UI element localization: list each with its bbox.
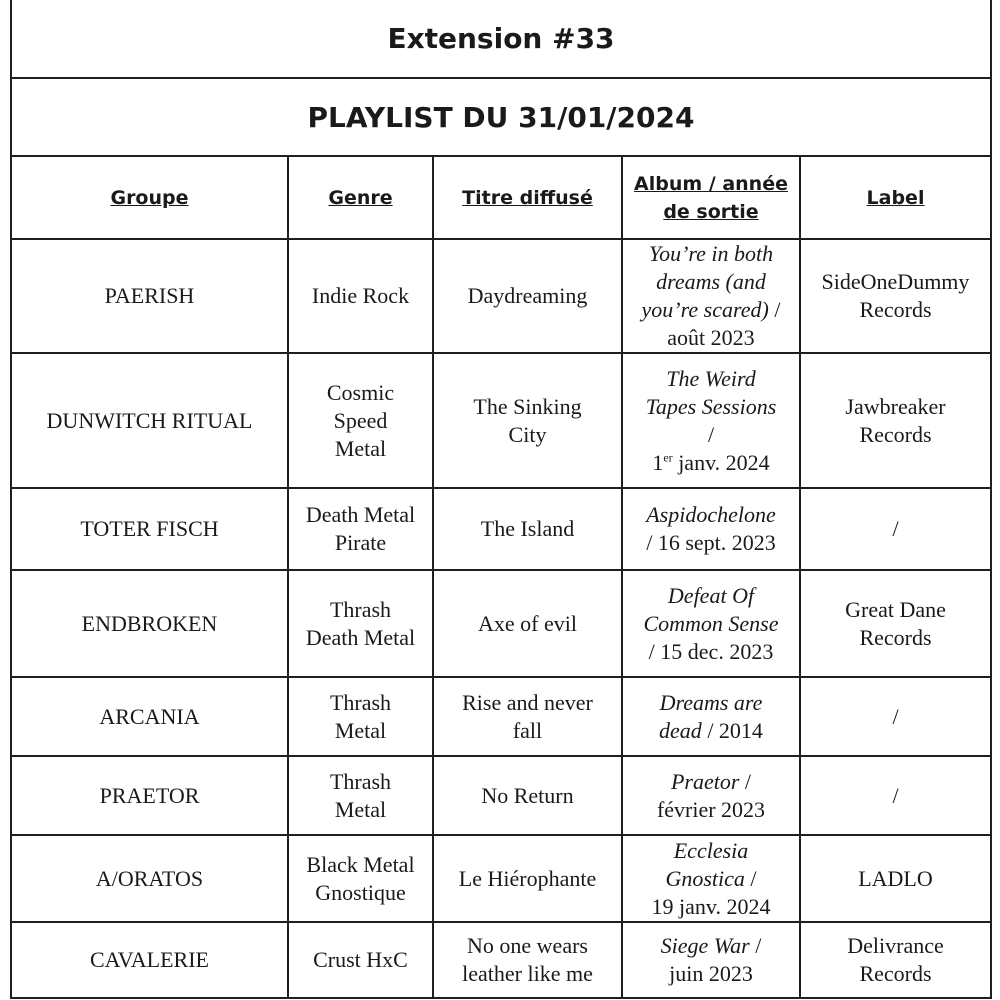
- album-title: you’re scared): [641, 297, 769, 322]
- document-title: Extension #33: [11, 0, 991, 78]
- album-release-date: février 2023: [656, 796, 766, 822]
- album-title: dead: [659, 717, 702, 743]
- track-cell: [433, 239, 622, 353]
- album-line: [627, 610, 795, 638]
- track-line: The Island: [480, 516, 575, 541]
- genre-line: Gnostique: [315, 879, 406, 905]
- album-cell: [622, 570, 800, 677]
- album-line: [627, 365, 795, 393]
- track-line: fall: [512, 717, 543, 743]
- album-separator: /: [739, 768, 752, 794]
- album-line: [627, 932, 795, 960]
- label-line: SideOneDummy: [821, 269, 970, 294]
- album-release-date: [627, 449, 795, 477]
- album-line: [627, 501, 795, 529]
- album-line: [627, 717, 795, 745]
- track-cell: [433, 835, 622, 922]
- label-line: Records: [859, 421, 932, 447]
- label-line: /: [892, 782, 899, 808]
- label-line: LADLO: [858, 865, 933, 891]
- table-row: [11, 353, 991, 488]
- label-cell: [800, 570, 991, 677]
- ordinal-suffix: er: [663, 450, 673, 465]
- album-title: dreams (and: [656, 269, 766, 294]
- group-cell: A/ORATOS: [11, 835, 288, 922]
- date-rest: janv. 2024: [672, 449, 770, 475]
- table-row: [11, 756, 991, 835]
- track-line: No one wears: [467, 933, 588, 958]
- label-line: Jawbreaker: [845, 393, 946, 419]
- label-line: Delivrance: [847, 933, 944, 958]
- group-cell: ENDBROKEN: [11, 570, 288, 677]
- album-title: Siege War: [660, 933, 750, 958]
- genre-cell: [288, 239, 433, 353]
- album-separator: /: [768, 297, 781, 322]
- genre-line: Crust HxC: [313, 947, 408, 972]
- track-cell: [433, 570, 622, 677]
- genre-cell: [288, 677, 433, 756]
- label-cell: [800, 835, 991, 922]
- album-release-date: août 2023: [667, 325, 755, 350]
- genre-line: Pirate: [334, 530, 387, 555]
- genre-line: Speed: [333, 407, 388, 433]
- track-line: City: [508, 421, 547, 447]
- album-title: Aspidochelone: [646, 502, 776, 527]
- track-cell: [433, 353, 622, 488]
- album-cell: [622, 756, 800, 835]
- genre-line: Death Metal: [305, 502, 416, 527]
- label-cell: [800, 488, 991, 570]
- genre-line: Death Metal: [305, 624, 416, 650]
- album-cell: [622, 835, 800, 922]
- album-cell: [622, 353, 800, 488]
- track-cell: [433, 756, 622, 835]
- group-cell: PAERISH: [11, 239, 288, 353]
- track-line: The Sinking: [473, 393, 582, 419]
- genre-line: Cosmic: [326, 379, 395, 405]
- label-cell: [800, 756, 991, 835]
- album-line: [627, 393, 795, 421]
- album-line: [627, 865, 795, 893]
- column-header-label: Label: [800, 156, 991, 239]
- track-line: No Return: [481, 782, 574, 808]
- album-separator: / 2014: [701, 717, 763, 743]
- column-header-album-line1: Album / année: [634, 172, 788, 195]
- label-cell: [800, 353, 991, 488]
- column-header-track: Titre diffusé: [433, 156, 622, 239]
- genre-line: Thrash: [329, 596, 392, 622]
- table-row: [11, 677, 991, 756]
- table-row: [11, 922, 991, 998]
- label-cell: [800, 239, 991, 353]
- track-cell: [433, 922, 622, 998]
- album-cell: [622, 677, 800, 756]
- label-cell: [800, 922, 991, 998]
- album-title: Praetor: [670, 768, 740, 794]
- playlist-date-heading: PLAYLIST DU 31/01/2024: [11, 78, 991, 156]
- genre-line: Black Metal: [306, 851, 415, 877]
- album-separator: /: [749, 933, 762, 958]
- track-line: Rise and never: [462, 689, 593, 715]
- label-cell: [800, 677, 991, 756]
- album-title: Dreams are: [659, 689, 763, 715]
- group-cell: PRAETOR: [11, 756, 288, 835]
- album-line: [627, 768, 795, 796]
- genre-cell: [288, 922, 433, 998]
- album-release-date: / 16 sept. 2023: [646, 530, 776, 555]
- track-line: leather like me: [462, 961, 593, 986]
- album-line: [627, 268, 795, 296]
- genre-cell: [288, 756, 433, 835]
- column-header-album-line2: de sortie: [663, 200, 759, 223]
- album-release-date: juin 2023: [669, 961, 753, 986]
- genre-cell: [288, 570, 433, 677]
- album-separator: /: [744, 865, 757, 891]
- genre-cell: [288, 353, 433, 488]
- genre-line: Metal: [334, 717, 387, 743]
- album-title: Gnostica: [665, 865, 745, 891]
- album-cell: [622, 922, 800, 998]
- group-cell: TOTER FISCH: [11, 488, 288, 570]
- album-cell: [622, 239, 800, 353]
- genre-line: Indie Rock: [311, 283, 410, 308]
- label-line: Great Dane: [845, 596, 946, 622]
- album-title: Ecclesia: [673, 837, 749, 863]
- album-line: [627, 296, 795, 324]
- track-line: Axe of evil: [478, 610, 577, 636]
- group-cell: ARCANIA: [11, 677, 288, 756]
- genre-line: Thrash: [329, 689, 392, 715]
- album-release-date: / 15 dec. 2023: [648, 638, 774, 664]
- album-title: The Weird: [666, 365, 756, 391]
- label-line: Records: [859, 961, 932, 986]
- column-header-album: [622, 156, 800, 239]
- album-release-date: 19 janv. 2024: [651, 893, 771, 919]
- genre-cell: [288, 488, 433, 570]
- track-cell: [433, 677, 622, 756]
- track-cell: [433, 488, 622, 570]
- table-row: [11, 570, 991, 677]
- group-cell: CAVALERIE: [11, 922, 288, 998]
- album-line: [627, 582, 795, 610]
- genre-cell: [288, 835, 433, 922]
- label-line: Records: [859, 297, 932, 322]
- group-cell: DUNWITCH RITUAL: [11, 353, 288, 488]
- table-row: [11, 239, 991, 353]
- album-line: [627, 689, 795, 717]
- album-title: Common Sense: [643, 610, 779, 636]
- playlist-table: [10, 0, 992, 999]
- genre-line: Metal: [334, 796, 387, 822]
- genre-line: Thrash: [329, 768, 392, 794]
- table-row: [11, 835, 991, 922]
- album-title: You’re in both: [648, 241, 774, 266]
- album-title: Defeat Of: [667, 582, 755, 608]
- album-cell: [622, 488, 800, 570]
- column-header-genre: Genre: [288, 156, 433, 239]
- table-row: [11, 488, 991, 570]
- column-header-group: Groupe: [11, 156, 288, 239]
- track-line: Daydreaming: [467, 283, 588, 308]
- album-release-date: /: [707, 421, 715, 447]
- album-line: [627, 240, 795, 268]
- date-day: 1: [652, 449, 664, 475]
- label-line: /: [892, 703, 899, 729]
- album-line: [627, 837, 795, 865]
- track-line: Le Hiérophante: [458, 865, 597, 891]
- label-line: Records: [859, 624, 932, 650]
- label-line: /: [892, 516, 899, 541]
- genre-line: Metal: [334, 435, 387, 461]
- album-title: Tapes Sessions: [645, 393, 777, 419]
